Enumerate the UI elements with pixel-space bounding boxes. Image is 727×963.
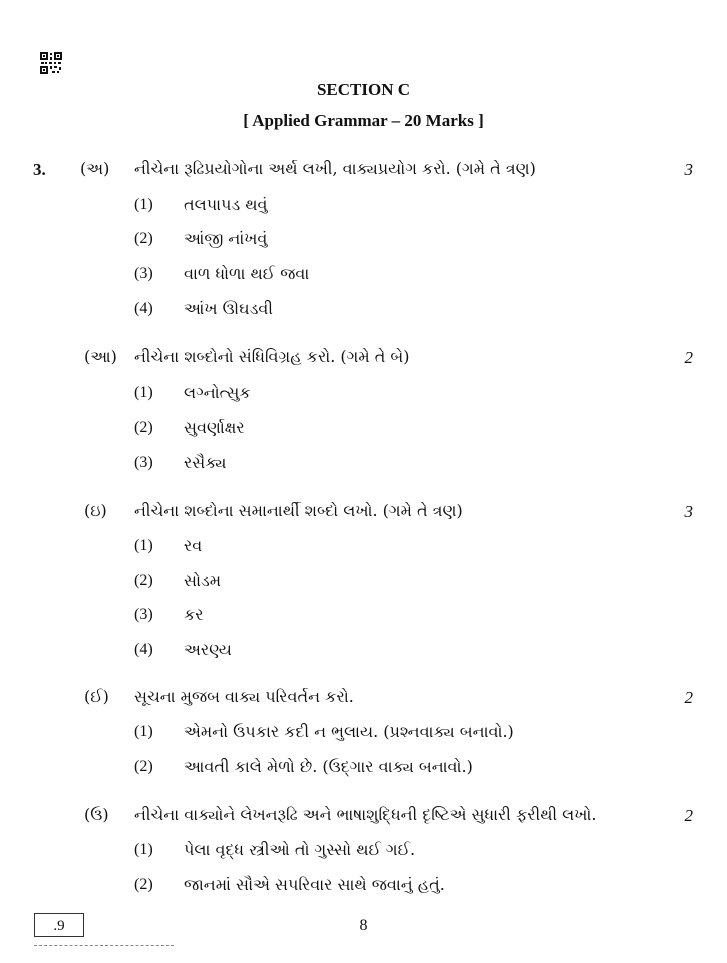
part-instruction-aa: નીચેના શબ્દોનો સંધિવિગ્રહ કરો. (ગમે તે બે) [134,347,410,366]
item-number: (2) [134,230,153,247]
item-text: એમનો ઉપકાર કદી ન ભુલાય. (પ્રશ્નવાક્ય બનાવો.) [184,722,514,741]
part-label-ii: (ઈ) [84,687,109,706]
part-instruction-u: નીચેના વાક્યોને લેખનરૂઢિ અને ભાષાશુદ્ધિની દૃષ્ટિએ સુધારી ફરીથી લખો. [134,805,597,824]
item-number: (1) [134,537,153,554]
item-number: (4) [134,641,153,658]
item-text: પેલા વૃદ્ધ સ્ત્રીઓ તો ગુસ્સો થઈ ગઈ. [184,840,416,859]
marks-aa: 2 [684,348,693,367]
item-text: રસૈક્ય [184,453,227,472]
item-text: સોડમ [184,571,222,590]
part-label-u: (ઉ) [84,805,109,824]
part-label-aa: (આ) [84,347,117,366]
item-text: તલપાપડ થવું [184,195,268,214]
item-text: આંજી નાંખવું [184,229,268,248]
item-text: આવતી કાલે મેળો છે. (ઉદ્‌ગાર વાક્ય બનાવો.) [184,757,473,776]
item-number: (3) [134,265,153,282]
item-number: (2) [134,572,153,589]
item-number: (1) [134,384,153,401]
section-title: SECTION C [316,80,411,99]
item-number: (2) [134,876,153,893]
item-text: સુવર્ણાક્ષર [184,418,245,437]
item-text: જાનમાં સૌએ સપરિવાર સાથે જવાનું હતું. [184,875,445,894]
item-number: (1) [134,841,153,858]
part-label-i: (ઇ) [84,501,107,520]
part-instruction-ii: સૂચના મુજબ વાક્ય પરિવર્તન કરો. [134,687,354,706]
marks-a: 3 [684,160,693,179]
marks-i: 3 [684,502,693,521]
item-text: કર [184,605,204,624]
item-text: વાળ ધોળા થઈ જવા [184,264,310,283]
marks-u: 2 [684,806,693,825]
item-number: (2) [134,758,153,775]
paper-code-box: .9 [34,913,84,937]
item-number: (1) [134,723,153,740]
item-text: રવ [184,536,203,555]
item-text: અરણ્ય [184,640,232,659]
marks-ii: 2 [684,688,693,707]
item-text: આંખ ઊઘડવી [184,299,273,318]
item-number: (3) [134,606,153,623]
section-subtitle: [ Applied Grammar – 20 Marks ] [243,111,484,130]
page-number: 8 [359,917,368,934]
item-text: લગ્નોત્સુક [184,383,251,402]
divider [34,945,174,946]
item-number: (2) [134,419,153,436]
question-number: 3. [33,160,46,179]
part-label-a: (અ) [80,159,110,178]
item-number: (3) [134,454,153,471]
part-instruction-a: નીચેના રૂઢિપ્રયોગોના અર્થ લખી, વાક્યપ્રયોગ કરો. (ગમે તે ત્રણ) [134,159,536,178]
part-instruction-i: નીચેના શબ્દોના સમાનાર્થી શબ્દો લખો. (ગમે તે ત્રણ) [134,501,463,520]
item-number: (1) [134,196,153,213]
qr-code-icon [40,52,62,74]
item-number: (4) [134,300,153,317]
